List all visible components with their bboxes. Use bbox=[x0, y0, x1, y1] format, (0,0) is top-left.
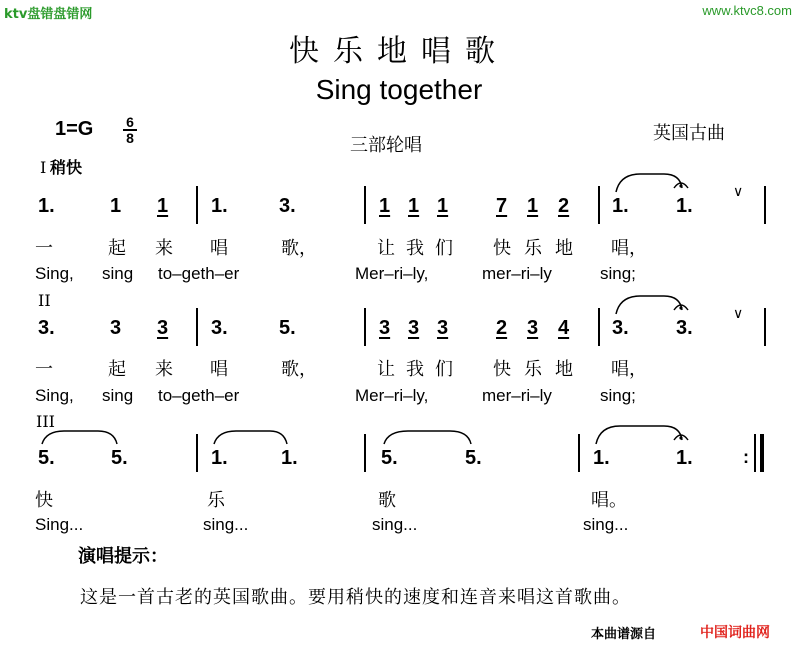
lyric-en: to–geth–er bbox=[158, 264, 240, 283]
lyric-en: Sing, bbox=[35, 264, 74, 283]
tie-mark bbox=[42, 431, 117, 444]
lyric-en: sing... bbox=[203, 515, 249, 534]
lyric-cn: 快 bbox=[35, 490, 53, 511]
lyric-cn: 歌， bbox=[281, 359, 317, 380]
note: 5. bbox=[38, 447, 55, 469]
note: 5. bbox=[279, 317, 296, 339]
lyric-cn: 地 bbox=[555, 359, 573, 380]
lyric-cn: 一 bbox=[35, 359, 53, 380]
lyric-cn: 快 bbox=[493, 359, 511, 380]
source-label: 本曲谱源自 bbox=[591, 627, 657, 642]
note: 3. bbox=[211, 317, 228, 339]
round-label: 三部轮唱 bbox=[350, 135, 422, 156]
time-signature-top: 6 bbox=[126, 114, 134, 130]
lyric-cn: 们 bbox=[435, 238, 453, 259]
lyric-en: sing bbox=[102, 264, 134, 283]
lyric-en: Sing... bbox=[35, 515, 84, 534]
tie-mark bbox=[596, 426, 682, 444]
note: 1. bbox=[38, 195, 55, 217]
lyric-en: to–geth–er bbox=[158, 386, 240, 405]
note: 1 bbox=[110, 195, 122, 217]
note: 1. bbox=[281, 447, 298, 469]
song-title: 快乐地唱歌 bbox=[289, 34, 509, 69]
lyric-cn: 们 bbox=[435, 359, 453, 380]
breath-mark: ∨ bbox=[733, 183, 744, 199]
tie-mark bbox=[616, 296, 682, 314]
lyric-cn: 唱 bbox=[210, 359, 228, 380]
lyric-cn: 唱 bbox=[210, 238, 228, 259]
tie-mark bbox=[214, 431, 287, 444]
note: 1. bbox=[593, 447, 610, 469]
lyric-cn: 乐 bbox=[524, 238, 542, 259]
note: 2 bbox=[558, 195, 570, 217]
lyric-cn: 起 bbox=[108, 238, 126, 259]
part-numeral-3: III bbox=[36, 412, 55, 431]
note: 3 bbox=[157, 317, 169, 339]
lyric-cn: 我 bbox=[406, 238, 424, 259]
note: 1. bbox=[676, 195, 693, 217]
fermata-dot bbox=[679, 306, 682, 309]
lyric-cn: 让 bbox=[377, 238, 395, 259]
lyric-cn: 来 bbox=[155, 238, 173, 259]
time-signature-bottom: 8 bbox=[126, 130, 134, 146]
lyric-cn: 我 bbox=[406, 359, 424, 380]
note: 1 bbox=[527, 195, 539, 217]
lyric-cn: 让 bbox=[377, 359, 395, 380]
lyric-cn: 唱。 bbox=[591, 490, 627, 511]
lyric-cn: 歌 bbox=[378, 490, 396, 511]
lyric-cn: 唱， bbox=[611, 359, 647, 380]
fermata-dot bbox=[679, 436, 682, 439]
note: 7 bbox=[496, 195, 508, 217]
watermark-right: www.ktvc8.com bbox=[702, 3, 792, 18]
tie-mark bbox=[616, 174, 682, 192]
lyric-cn: 一 bbox=[35, 238, 53, 259]
note: 3 bbox=[110, 317, 122, 339]
note: 3 bbox=[437, 317, 449, 339]
note: 3. bbox=[38, 317, 55, 339]
lyric-en: sing; bbox=[600, 264, 636, 283]
tempo-marking: 稍快 bbox=[50, 158, 83, 177]
lyric-en: Sing, bbox=[35, 386, 74, 405]
part-numeral-2: II bbox=[38, 291, 51, 310]
fermata-dot bbox=[679, 184, 682, 187]
lyric-cn: 来 bbox=[155, 359, 173, 380]
lyric-cn: 歌， bbox=[281, 238, 317, 259]
lyric-cn: 快 bbox=[493, 238, 511, 259]
origin-label: 英国古曲 bbox=[653, 123, 725, 144]
note: 3 bbox=[379, 317, 391, 339]
source-site: 中国词曲网 bbox=[700, 625, 770, 641]
key-signature: 1=G bbox=[55, 118, 94, 140]
lyric-en: mer–ri–ly bbox=[482, 264, 552, 283]
note: 3. bbox=[279, 195, 296, 217]
note: 1. bbox=[211, 195, 228, 217]
lyric-en: sing... bbox=[583, 515, 629, 534]
repeat-dots: : bbox=[743, 447, 749, 467]
part-numeral-1: I bbox=[40, 158, 47, 177]
note: 1 bbox=[408, 195, 420, 217]
note: 1. bbox=[612, 195, 629, 217]
breath-mark: ∨ bbox=[733, 305, 744, 321]
lyric-en: sing bbox=[102, 386, 134, 405]
note: 5. bbox=[111, 447, 128, 469]
tips-label: 演唱提示： bbox=[78, 546, 168, 567]
note: 4 bbox=[558, 317, 570, 339]
note: 5. bbox=[465, 447, 482, 469]
lyric-cn: 乐 bbox=[524, 359, 542, 380]
note: 3. bbox=[676, 317, 693, 339]
lyric-cn: 乐 bbox=[207, 490, 225, 511]
lyric-cn: 起 bbox=[108, 359, 126, 380]
lyric-en: mer–ri–ly bbox=[482, 386, 552, 405]
song-subtitle: Sing together bbox=[315, 74, 483, 105]
note: 1 bbox=[157, 195, 169, 217]
watermark-left: ktv盘错盘错网 bbox=[4, 7, 93, 22]
note: 1 bbox=[379, 195, 391, 217]
note: 1. bbox=[676, 447, 693, 469]
lyric-cn: 地 bbox=[555, 238, 573, 259]
lyric-en: Mer–ri–ly, bbox=[355, 386, 429, 405]
note: 3 bbox=[527, 317, 539, 339]
note: 5. bbox=[381, 447, 398, 469]
lyric-cn: 唱， bbox=[611, 238, 647, 259]
lyric-en: sing; bbox=[600, 386, 636, 405]
note: 1. bbox=[211, 447, 228, 469]
tie-mark bbox=[384, 431, 471, 444]
note: 3 bbox=[408, 317, 420, 339]
lyric-en: sing... bbox=[372, 515, 418, 534]
lyric-en: Mer–ri–ly, bbox=[355, 264, 429, 283]
note: 3. bbox=[612, 317, 629, 339]
note: 1 bbox=[437, 195, 449, 217]
note: 2 bbox=[496, 317, 508, 339]
tips-text: 这是一首古老的英国歌曲。要用稍快的速度和连音来唱这首歌曲。 bbox=[80, 587, 631, 608]
